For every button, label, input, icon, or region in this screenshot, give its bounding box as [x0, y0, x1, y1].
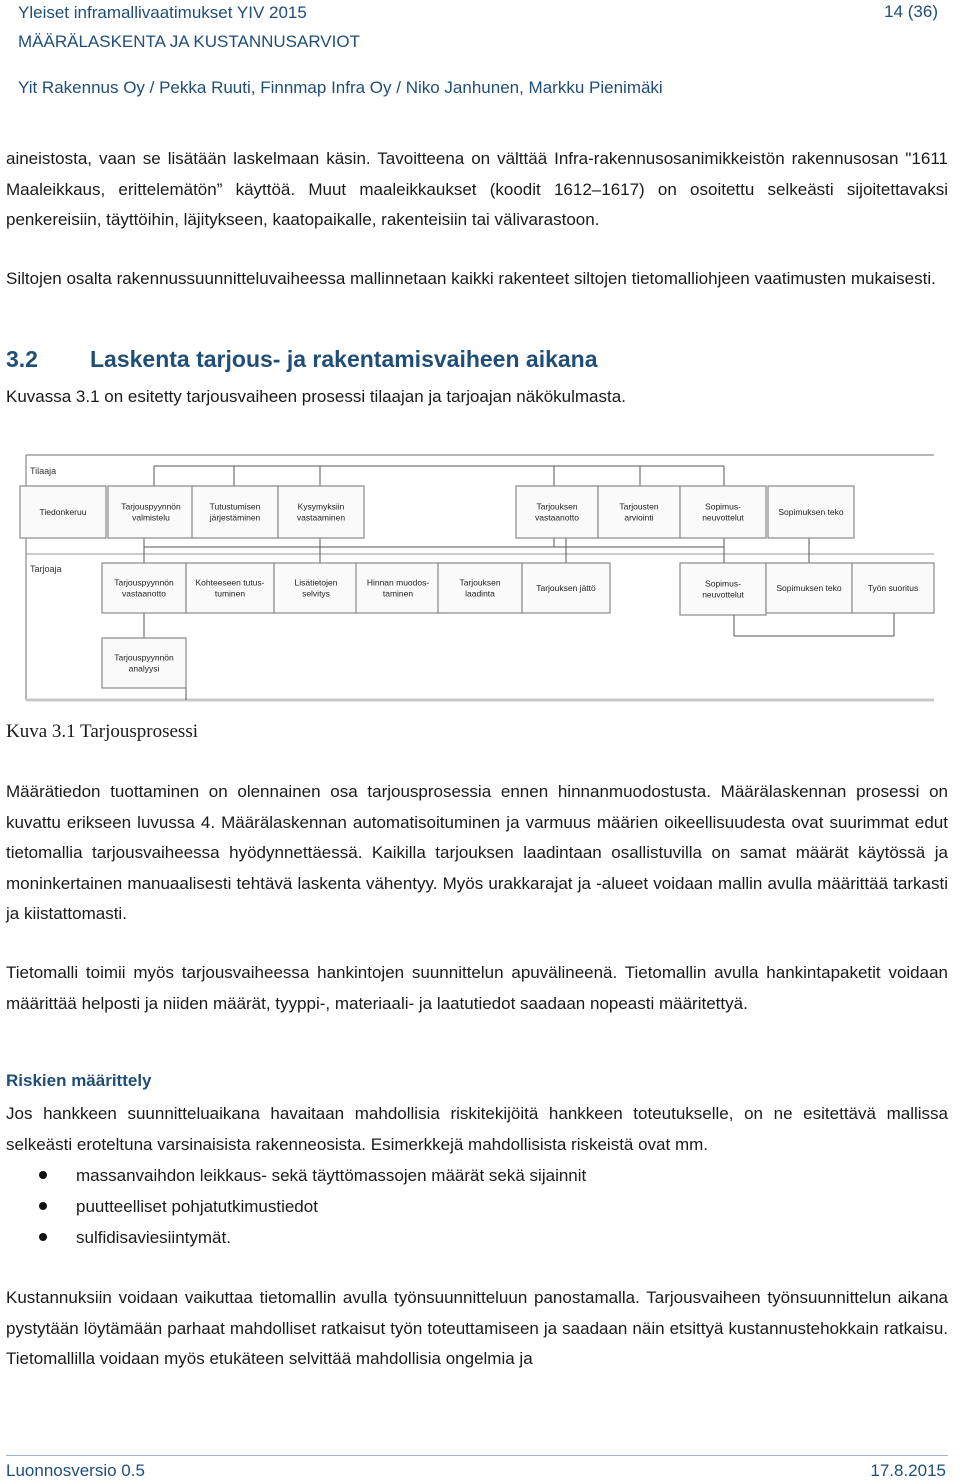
diagram-box-label: Tarjouksen [536, 501, 578, 512]
diagram-box-label: Työn suoritus [867, 583, 919, 593]
diagram-box-label: vastaaminen [296, 512, 346, 523]
header-document-title: Yleiset inframallivaatimukset YIV 2015 [18, 3, 307, 22]
diagram-box-label: analyysi [128, 663, 160, 674]
diagram-box-label: laadinta [465, 588, 495, 599]
tarjoaja-process-box [356, 563, 440, 613]
diagram-box-label: Tarjouksen jättö [536, 583, 596, 593]
tilaaja-process-box [598, 486, 680, 538]
diagram-box-label: Sopimus- [705, 578, 741, 589]
diagram-box-label: Tiedonkeruu [39, 507, 87, 517]
diagram-box-label: Sopimus- [705, 501, 741, 512]
diagram-box-label: Tarjouksen [459, 577, 501, 588]
header-section-title: MÄÄRÄLASKENTA JA KUSTANNUSARVIOT [18, 32, 360, 51]
tilaaja-process-box [108, 486, 194, 538]
diagram-box-label: Tarjousten [619, 501, 659, 512]
diagram-box-label: Hinnan muodos- [366, 577, 430, 588]
section-title: Laskenta tarjous- ja rakentamisvaiheen aikana [90, 346, 598, 372]
subheading-risks: Riskien määrittely [6, 1071, 152, 1090]
tarjoaja-process-box [852, 563, 934, 613]
footer-version: Luonnosversio 0.5 [6, 1461, 145, 1480]
paragraph-1: aineistosta, vaan se lisätään laskelmaan käsin. Tavoitteena on välttää Infra-rakennusosanimikkeistön rakennusosan "1611 Maaleikkaus, erittelemätön” käyttöä. Muut maaleikkaukset (koodit 1612–1617) on osoitettu selkeästi sijoitettavaksi penkereisiin, täyttöihin, läjitykseen, kaatopaikalle, rakenteisiin tai välivarastoon. [6, 149, 948, 229]
tilaaja-process-box [768, 486, 854, 538]
list-item: sulfidisaviesiintymät. [0, 1222, 586, 1253]
tarjoaja-process-box [522, 563, 610, 613]
diagram-box-label: Kohteeseen tutus- [195, 577, 265, 588]
diagram-boxes [20, 486, 934, 688]
figure-caption: Kuva 3.1 Tarjousprosessi [6, 721, 198, 742]
tilaaja-process-box [20, 486, 106, 538]
paragraph-5: Tietomalli toimii myös tarjousvaiheessa hankintojen suunnittelun apuvälineenä. Tietomallin avulla hankintapaketit voidaan määrittää helposti ja niiden määrät, tyyppi-, materiaali- ja laatutiedot saadaan nopeasti määritettyä. [6, 963, 948, 1013]
diagram-box-label: arviointi [624, 512, 654, 523]
diagram-box-label: Lisätietojen [294, 577, 338, 588]
lane-label-tarjoaja: Tarjoaja [30, 564, 62, 574]
tilaaja-process-box [680, 486, 766, 538]
diagram-box-label: Kysymyksiin [297, 501, 345, 512]
tarjoaja-process-box [102, 638, 186, 688]
diagram-box-label: Tarjouspyynnön [114, 652, 174, 663]
tarjoaja-process-box [274, 563, 358, 613]
diagram-box-label: Sopimuksen teko [776, 583, 842, 593]
paragraph-2: Siltojen osalta rakennussuunnitteluvaiheessa mallinnetaan kaikki rakenteet siltojen tietomalliohjeen vaatimusten mukaisesti. [6, 269, 936, 288]
diagram-box-label: neuvottelut [702, 512, 744, 523]
tilaaja-process-box [516, 486, 598, 538]
tarjoaja-process-box [680, 563, 766, 615]
footer-divider [6, 1455, 948, 1456]
diagram-box-label: taminen [382, 588, 414, 599]
diagram-box-label: Tutustumisen [209, 501, 261, 512]
diagram-box-label: vastaanotto [535, 512, 579, 523]
section-number: 3.2 [6, 346, 38, 372]
diagram-box-label: valmistelu [132, 512, 170, 523]
paragraph-3: Kuvassa 3.1 on esitetty tarjousvaiheen prosessi tilaajan ja tarjoajan näkökulmasta. [6, 387, 626, 406]
list-item: massanvaihdon leikkaus- sekä täyttömassojen määrät sekä sijainnit [0, 1160, 586, 1191]
diagram-box-label: neuvottelut [702, 589, 744, 600]
process-diagram [14, 450, 938, 710]
lane-label-tilaaja: Tilaaja [30, 466, 57, 476]
diagram-box-label: järjestäminen [209, 512, 261, 523]
diagram-box-label: vastaanotto [122, 588, 166, 599]
footer-date: 17.8.2015 [870, 1461, 946, 1480]
risk-list [0, 1160, 586, 1253]
tilaaja-process-box [192, 486, 278, 538]
section-heading [6, 346, 598, 373]
paragraph-6: Jos hankkeen suunnitteluaikana havaitaan mahdollisia riskitekijöitä hankkeen toteutukselle, on ne esitettävä mallissa selkeästi eroteltuna varsinaisista rakenneosista. Esimerkkejä mahdollisista riskeistä ovat mm. [6, 1104, 948, 1154]
diagram-box-label: Tarjouspyynnön [121, 501, 181, 512]
tarjoaja-process-box [438, 563, 522, 613]
tarjoaja-process-box [102, 563, 186, 613]
diagram-box-label: Tarjouspyynnön [114, 577, 174, 588]
bullet-icon [39, 1202, 47, 1210]
header-page-number: 14 (36) [884, 2, 938, 21]
tilaaja-process-box [278, 486, 364, 538]
diagram-box-label: selvitys [302, 588, 330, 599]
paragraph-4: Määrätiedon tuottaminen on olennainen osa tarjousprosessia ennen hinnanmuodostusta. Määrälaskennan prosessi on kuvattu erikseen luvussa 4. Määrälaskennan automatisoituminen ja varmuus määrien oikeellisuudesta ovat suurimmat edut tietomallia tarjousvaiheessa hyödynnettäessä. Kaikilla tarjouksen laadintaan osallistuvilla on samat määrät käytössä ja moninkertainen manuaalisesti tehtävä laskenta vähentyy. Myös urakkarajat ja -alueet voidaan mallin avulla määrittää tarkasti ja kiistattomasti. [6, 782, 948, 923]
tarjoaja-process-box [186, 563, 274, 613]
diagram-box-label: tuminen [214, 588, 246, 599]
tarjoaja-process-box [766, 563, 852, 613]
header-authors: Yit Rakennus Oy / Pekka Ruuti, Finnmap Infra Oy / Niko Janhunen, Markku Pienimäki [18, 78, 663, 97]
bullet-icon [39, 1233, 47, 1241]
list-item: puutteelliset pohjatutkimustiedot [0, 1191, 586, 1222]
bullet-icon [39, 1171, 47, 1179]
paragraph-7: Kustannuksiin voidaan vaikuttaa tietomallin avulla työnsuunnitteluun panostamalla. Tarjousvaiheen työnsuunnittelun aikana pystytään löytämään parhaat mahdolliset ratkaisut työn toteuttamiseen ja saadaan näin etsittyä kustannustehokkain ratkaisu. Tietomallilla voidaan myös etukäteen selvittää mahdollisia ongelmia ja [6, 1288, 948, 1368]
diagram-box-label: Sopimuksen teko [778, 507, 844, 517]
